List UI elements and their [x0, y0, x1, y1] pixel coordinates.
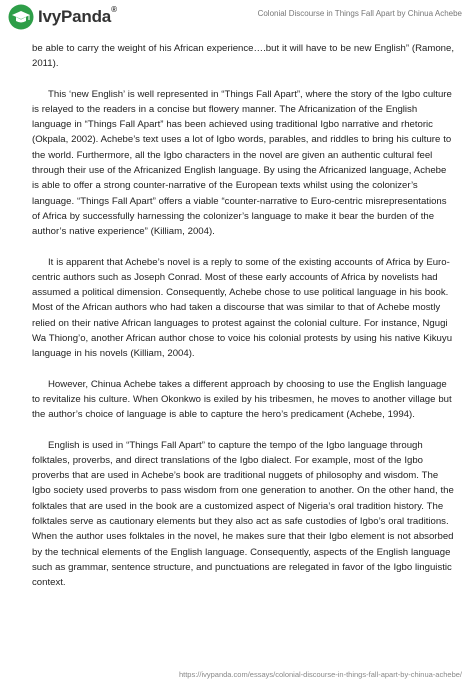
paragraph-new-english: This ‘new English’ is well represented in “Things Fall Apart”, where the story of the Igbo culture is relayed to the readers in a concise but flowery manner. The Africanization of the English language in “Things Fall Apart” has been achieved using traditional Igbo narrative and rhetoric (Okpala, 2002). Achebe’s text uses a lot of Igbo words, parables, and riddles to bring his culture to the world. Furthermore, all the Igbo characters in the novel are given an authentic cultural feel through their use of the Africanized English language. By using the Africanized language, Achebe is able to offer a strong counter-narrative of the European texts whilst using the colonizer’s language. “Things Fall Apart” offers a viable “counter-narrative to Euro-centric misrepresentations of Africa by successfully harnessing the colonizer’s language to make it bear the burden of the author’s native experience” (Killiam, 2004). [32, 88, 452, 238]
essay-body [32, 41, 456, 606]
paragraph-euro-centric: It is apparent that Achebe’s novel is a reply to some of the existing accounts of Africa by Euro-centric authors such as Joseph Conrad. Most of these early accounts of Africa by novelists had assumed a political dimension. Consequently, Achebe chose to use political language in his book. Most of the African authors who had taken a discourse that was similar to that of Achebe mostly relied on their native African languages to protest against the colonial culture. For instance, Ngugi Wa Thiong’o, another African author chose to voice his colonial protests by using his native Kikuyu language in his novels (Killiam, 2004). [32, 256, 453, 360]
brand-name: IvyPanda® [38, 5, 117, 26]
source-url[interactable]: https://ivypanda.com/essays/colonial-discourse-in-things-fall-apart-by-chinua-achebe/ [178, 670, 462, 679]
graduation-cap-icon [8, 4, 34, 30]
ivypanda-logo[interactable] [8, 4, 117, 30]
document-title: Colonial Discourse in Things Fall Apart by Chinua Achebe [257, 9, 462, 18]
registered-mark: ® [111, 5, 117, 14]
page-header [0, 0, 474, 36]
paragraph-continuation: be able to carry the weight of his African experience….but it will have to be new English” (Ramone, 2011). [32, 43, 455, 70]
paragraph-igbo-tempo: English is used in “Things Fall Apart” to capture the tempo of the Igbo language through folktales, proverbs, and direct translations of the Igbo dialect. For example, most of the Igbo proverbs that are used in Achebe’s book are traditional nuggets of philosophy and wisdom. The Igbo society used proverbs to pass wisdom from one generation to another. On the other hand, the folktales that are used in the book are a customized aspect of Nigeria’s oral tradition history. The folktales serve as cautionary elements but they also act as safe custodies of Igbo’s oral traditions. When the author uses folktales in the novel, he makes sure that their Igbo element is not absorbed by the technical elements of the English language. Consequently, aspects of the English language such as grammar, sentence structure, and punctuations are relegated in favor of the Igbo linguistic context. [32, 439, 454, 589]
paragraph-different-approach: However, Chinua Achebe takes a different approach by choosing to use the English language to revitalize his culture. When Okonkwo is exiled by his tribesmen, he moves to another village but the author’s choice of language is able to capture the hero’s predicament (Achebe, 1994). [32, 378, 452, 421]
